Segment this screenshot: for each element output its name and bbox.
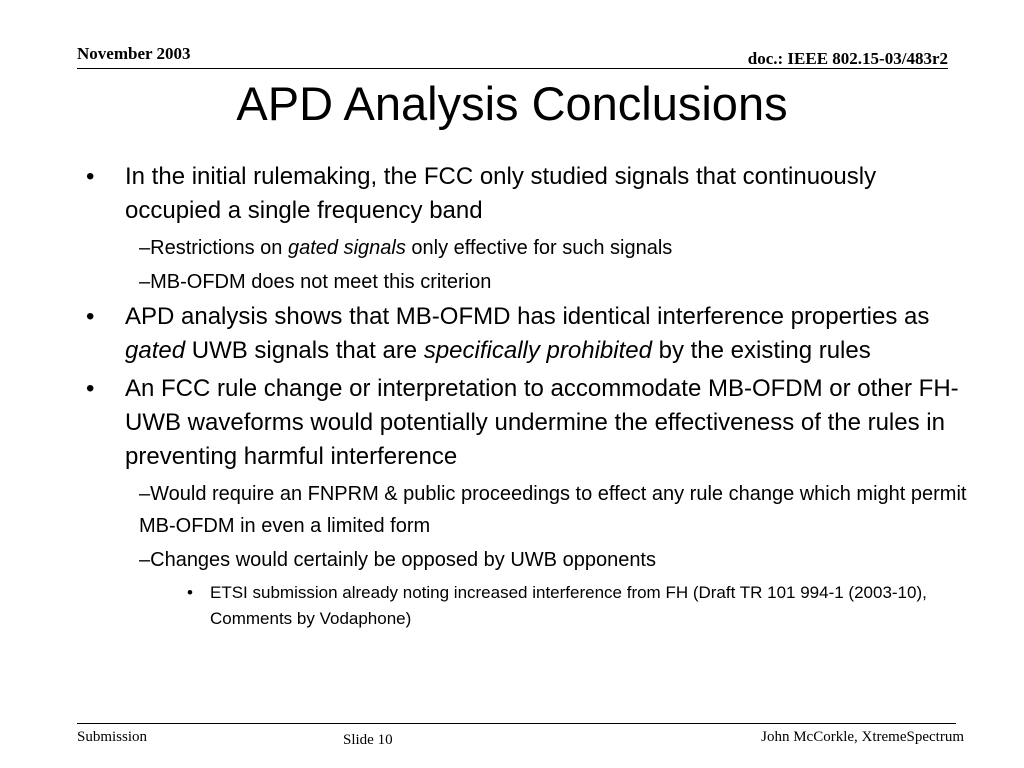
slide-body (86, 160, 976, 632)
footer-author: John McCorkle, XtremeSpectrum (761, 729, 964, 745)
slide-title: APD Analysis Conclusions (236, 77, 788, 130)
bullet-2-emphasis-1: gated (125, 337, 186, 364)
header-date: November 2003 (77, 44, 191, 63)
sub-bullet-1-2: –MB-OFDM does not meet this criterion (139, 271, 492, 293)
header-divider (77, 68, 948, 69)
sub-bullet-1-1-pre: –Restrictions on (139, 237, 288, 259)
bullet-2-part-2: UWB signals that are (185, 337, 424, 364)
bullet-3 (86, 372, 976, 474)
bullet-2-part-1: APD analysis shows that MB-OFMD has identical interference properties as (125, 303, 930, 330)
sub-bullet-1-1-emphasis: gated signals (287, 237, 406, 259)
footer-slide-number: Slide 10 (343, 732, 393, 748)
bullet-dot-icon: • (86, 303, 95, 330)
bullet-dot-icon: • (86, 375, 95, 402)
bullet-3-text: An FCC rule change or interpretation to accommodate MB-OFDM or other FH-UWB waveforms would potentially undermine the effectiveness of the rules in preventing harmful interference (125, 375, 959, 470)
bullet-2-text (125, 303, 929, 364)
sub-sub-bullet-3-2-1-text: ETSI submission already noting increased interference from FH (Draft TR 101 994-1 (2003-10), Comments by Vodaphone) (210, 583, 927, 628)
footer-divider (77, 723, 956, 724)
sub-bullet-3-1: –Would require an FNPRM & public proceedings to effect any rule change which might permit MB-OFDM in even a limited form (139, 483, 967, 537)
bullet-2-part-3: by the existing rules (651, 337, 871, 364)
sub-bullet-1-1 (86, 232, 976, 264)
bullet-1-text: In the initial rulemaking, the FCC only studied signals that continuously occupied a single frequency band (125, 163, 877, 224)
bullet-1 (86, 160, 976, 228)
bullet-dot-icon: • (86, 163, 95, 190)
sub-bullet-3-2: –Changes would certainly be opposed by UWB opponents (139, 549, 656, 571)
sub-bullet-1-1-post: only effective for such signals (405, 237, 673, 259)
bullet-2-emphasis-2: specifically prohibited (423, 337, 652, 364)
sub-sub-bullet-3-2-1 (86, 580, 976, 632)
bullet-2 (86, 300, 976, 368)
header-doc-id: doc.: IEEE 802.15-03/483r2 (747, 49, 948, 68)
footer-submission: Submission (77, 729, 148, 745)
bullet-dot-icon: • (187, 583, 193, 602)
